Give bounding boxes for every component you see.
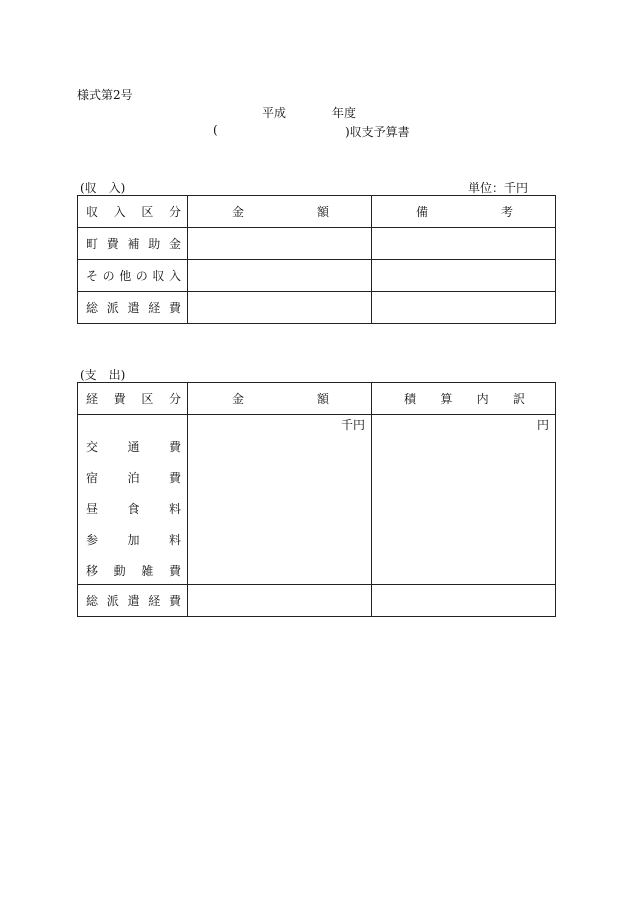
label-char: 収 (86, 205, 99, 219)
label-char: 町 (86, 237, 99, 251)
income-header-category (78, 196, 188, 228)
label-char: 費 (168, 594, 181, 608)
expense-total-row (78, 585, 556, 617)
label-char: 遣 (127, 301, 140, 315)
unit-label: 単位：千円 (468, 181, 529, 195)
label-char: 移 (86, 564, 99, 578)
label-char: 経 (86, 392, 99, 406)
label-char: 分 (168, 392, 181, 406)
label-char: 収 (152, 269, 165, 283)
label-char: 総 (86, 594, 99, 608)
expense-total-breakdown-cell[interactable] (372, 585, 556, 617)
label-char: 備 (416, 205, 429, 219)
income-row-label (78, 292, 188, 324)
label-char: 総 (86, 301, 99, 315)
label-char: 区 (141, 205, 154, 219)
label-char: 泊 (127, 471, 140, 485)
label-char: の (102, 269, 115, 283)
label-char: 区 (141, 392, 154, 406)
label-char: 費 (168, 564, 181, 578)
label-char: 交 (86, 440, 99, 454)
expense-items-labels (78, 415, 188, 585)
label-char: 費 (168, 471, 181, 485)
income-header-note (372, 196, 556, 228)
income-row (78, 260, 556, 292)
expense-total-amount-cell[interactable] (188, 585, 372, 617)
expense-header-category (78, 383, 188, 415)
label-char: 加 (127, 533, 140, 547)
label-char: 宿 (86, 471, 99, 485)
income-row (78, 292, 556, 324)
label-char: 助 (148, 237, 161, 251)
income-note-cell[interactable] (372, 228, 556, 260)
label-char: 昼 (86, 502, 99, 516)
label-char: 動 (113, 564, 126, 578)
label-char: 派 (106, 594, 119, 608)
label-char: 金 (168, 237, 181, 251)
expense-item-label (86, 431, 181, 462)
expense-items-row (78, 415, 556, 585)
label-char: 分 (168, 205, 181, 219)
label-char: 内 (476, 392, 489, 406)
expense-item-label (86, 555, 181, 585)
expense-header-row (78, 383, 556, 415)
income-header-row (78, 196, 556, 228)
label-char: 費 (106, 237, 119, 251)
label-char: 通 (127, 440, 140, 454)
label-char: 積 (404, 392, 417, 406)
label-char: 他 (119, 269, 132, 283)
organization-paren-open: ( (213, 123, 218, 137)
label-char: 訳 (512, 392, 525, 406)
expense-amount-cell[interactable] (188, 415, 372, 585)
expense-total-label (78, 585, 188, 617)
document-title: )収支予算書 (345, 125, 410, 139)
expense-item-label (86, 493, 181, 524)
income-section-label: (収 入) (80, 181, 126, 195)
label-char: 入 (168, 269, 181, 283)
label-char: の (135, 269, 148, 283)
label-char: 食 (127, 502, 140, 516)
income-header-amount (188, 196, 372, 228)
label-char: 算 (440, 392, 453, 406)
label-char: 料 (168, 502, 181, 516)
label-char: 考 (500, 205, 513, 219)
label-char: 費 (168, 301, 181, 315)
label-char: 雑 (141, 564, 154, 578)
label-char: 費 (168, 440, 181, 454)
income-row (78, 228, 556, 260)
income-row-label (78, 260, 188, 292)
expense-item-label (86, 524, 181, 555)
income-amount-cell[interactable] (188, 292, 372, 324)
form-number: 様式第2号 (77, 88, 133, 102)
label-char: 経 (148, 594, 161, 608)
expense-header-breakdown (372, 383, 556, 415)
label-char: 額 (316, 205, 329, 219)
label-char: 料 (168, 533, 181, 547)
label-char: 補 (127, 237, 140, 251)
expense-table (77, 382, 556, 617)
label-char: 派 (106, 301, 119, 315)
label-char: 金 (232, 392, 245, 406)
breakdown-unit-label: 円 (536, 418, 549, 432)
label-char: 遣 (127, 594, 140, 608)
income-row-label (78, 228, 188, 260)
expense-header-amount (188, 383, 372, 415)
income-amount-cell[interactable] (188, 228, 372, 260)
income-amount-cell[interactable] (188, 260, 372, 292)
era-label: 平成 (262, 106, 287, 120)
expense-item-label (86, 462, 181, 493)
income-table (77, 195, 556, 324)
label-char: 入 (113, 205, 126, 219)
label-char: 金 (232, 205, 245, 219)
label-char: そ (86, 269, 99, 283)
label-char: 額 (316, 392, 329, 406)
income-note-cell[interactable] (372, 260, 556, 292)
label-char: 経 (148, 301, 161, 315)
label-char: 参 (86, 533, 99, 547)
expense-breakdown-cell[interactable] (372, 415, 556, 585)
fiscal-year-label: 年度 (332, 106, 357, 120)
label-char: 費 (113, 392, 126, 406)
expense-section-label: (支 出) (80, 368, 126, 382)
income-note-cell[interactable] (372, 292, 556, 324)
amount-unit-label: 千円 (340, 418, 365, 432)
